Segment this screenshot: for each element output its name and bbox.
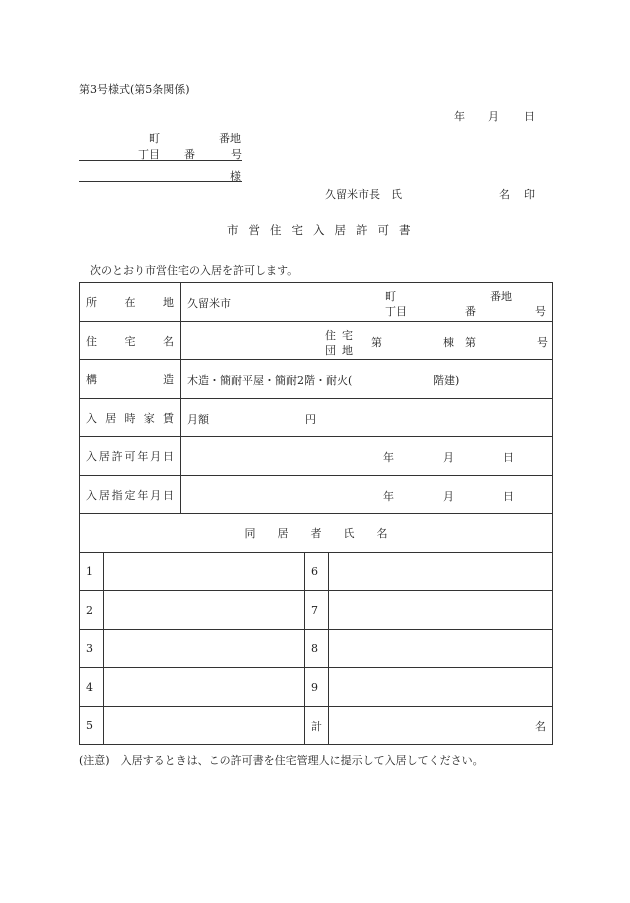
row-designated-date: [80, 476, 553, 514]
permit-month: 月: [443, 451, 454, 464]
date-year: 年: [454, 110, 465, 123]
structure-value-cell: [181, 360, 553, 399]
location-chome: 丁目: [385, 305, 407, 318]
housing-dai2: 第: [465, 336, 476, 349]
document-title: 市営住宅入居許可書: [227, 223, 421, 237]
row-number: 5: [80, 707, 104, 745]
cohabitant-name-field: [104, 630, 305, 668]
rent-label: 入 居 時 家 賃: [86, 411, 174, 425]
address-underline-2: [79, 181, 242, 182]
location-go: 号: [535, 305, 546, 318]
row-number: 1: [80, 553, 104, 591]
permit-day: 日: [503, 451, 514, 464]
cohabitant-name-field: [329, 668, 553, 707]
designated-date-label: 入 居 指 定 年 月 日: [86, 488, 174, 502]
location-label: 所 在 地: [86, 296, 174, 309]
cohabitant-name-field: [104, 707, 305, 745]
rent-yen: 円: [305, 413, 316, 426]
issuer-seal: 印: [524, 188, 535, 201]
row-housing-name: [80, 322, 553, 360]
address-ban: 番: [184, 148, 195, 161]
structure-label: 構 造: [86, 373, 174, 386]
total-count-cell: [329, 707, 553, 745]
designated-date-label-cell: [80, 476, 181, 514]
cohabitant-row-total: [80, 707, 553, 745]
housing-type-top: 住宅: [325, 329, 359, 342]
structure-suffix: 階建): [433, 374, 460, 387]
address-sama: 様: [230, 170, 241, 183]
location-city: 久留米市: [187, 297, 231, 310]
row-rent: [80, 399, 553, 437]
row-cohabitants-header: [80, 514, 553, 553]
designated-date-value-cell: [181, 476, 553, 514]
row-number: 6: [305, 553, 329, 591]
designated-day: 日: [503, 490, 514, 503]
cohabitant-row: [80, 591, 553, 630]
housing-name-label-cell: [80, 322, 181, 360]
permit-date-label: 入 居 許 可 年 月 日: [86, 450, 174, 463]
housing-name-label: 住 宅 名: [86, 334, 174, 348]
address-town: 町: [149, 132, 160, 145]
date-day: 日: [524, 110, 535, 123]
row-number: 9: [305, 668, 329, 707]
housing-dai: 第: [371, 336, 382, 349]
cohabitant-row: [80, 668, 553, 707]
row-permit-date: [80, 437, 553, 476]
cohabitant-name-field: [104, 668, 305, 707]
address-chome: 丁目: [138, 148, 160, 161]
structure-label-cell: [80, 360, 181, 399]
housing-mune: 棟: [443, 336, 454, 349]
cohabitants-header-cell: [80, 514, 553, 553]
cohabitant-name-field: [329, 591, 553, 630]
note-text: (注意) 入居するときは、この許可書を住宅管理人に提示して入居してください。: [79, 754, 484, 767]
issuer-mayor: 久留米市長 氏: [325, 188, 402, 201]
row-number: 7: [305, 591, 329, 630]
housing-go: 号: [537, 336, 548, 349]
row-location: [80, 283, 553, 322]
total-label: 計: [305, 707, 329, 745]
housing-type-bottom: 団地: [325, 344, 359, 357]
rent-monthly: 月額: [187, 413, 209, 426]
row-number: 3: [80, 630, 104, 668]
row-structure: [80, 360, 553, 399]
intro-text: 次のとおり市営住宅の入居を許可します。: [90, 264, 299, 277]
structure-value: 木造・簡耐平屋・簡耐2階・耐火(: [187, 374, 353, 387]
location-label-cell: [80, 283, 181, 322]
date-month: 月: [488, 110, 499, 123]
rent-label-cell: [80, 399, 181, 437]
permit-table: [79, 282, 553, 745]
rent-value-cell: [181, 399, 553, 437]
cohabitant-name-field: [329, 553, 553, 591]
location-ban: 番: [465, 305, 476, 318]
cohabitant-row: [80, 630, 553, 668]
housing-name-value-cell: [181, 322, 553, 360]
cohabitant-row: [80, 553, 553, 591]
row-number: 2: [80, 591, 104, 630]
row-number: 8: [305, 630, 329, 668]
permit-year: 年: [383, 451, 394, 464]
location-town: 町: [385, 290, 396, 303]
location-banchi: 番地: [490, 290, 512, 303]
cohabitant-name-field: [104, 591, 305, 630]
location-value-cell: [181, 283, 553, 322]
cohabitant-name-field: [104, 553, 305, 591]
issuer-name: 名: [499, 188, 510, 201]
total-count-unit: 名: [535, 719, 547, 733]
designated-year: 年: [383, 490, 394, 503]
permit-date-label-cell: [80, 437, 181, 476]
row-number: 4: [80, 668, 104, 707]
address-underline-1: [79, 160, 242, 161]
form-number: 第3号様式(第5条関係): [79, 83, 190, 96]
address-go: 号: [231, 148, 242, 161]
cohabitant-name-field: [329, 630, 553, 668]
permit-date-value-cell: [181, 437, 553, 476]
designated-month: 月: [443, 490, 454, 503]
cohabitants-header: 同居者氏名: [244, 527, 410, 540]
address-banchi: 番地: [219, 132, 241, 145]
